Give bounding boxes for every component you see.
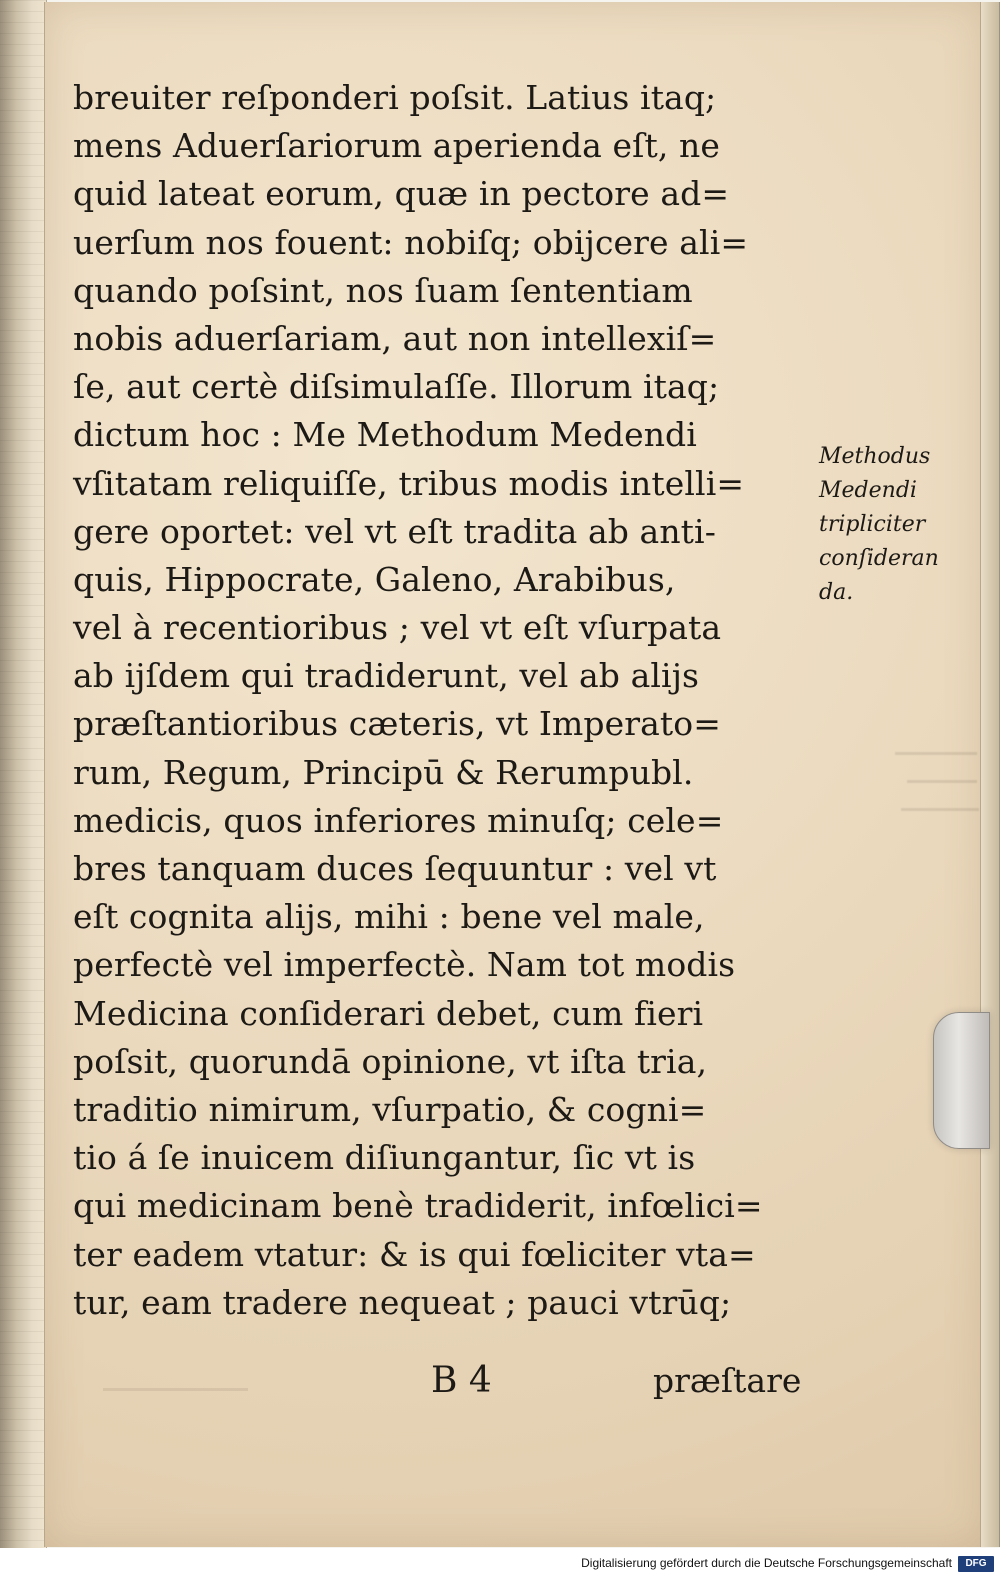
marginal-note xyxy=(819,440,959,610)
marginal-note-line: Medendi xyxy=(819,478,917,503)
text-line: quando poſsint, nos ſuam ſententiam xyxy=(73,270,693,310)
show-through-ink-lower xyxy=(103,1382,248,1400)
text-line: poſsit, quorundā opinione, vt iſta tria, xyxy=(73,1041,708,1081)
left-page-edge xyxy=(0,0,47,1548)
text-line: perfectè vel imperfectè. Nam tot modis xyxy=(73,945,736,985)
funding-credit: Digitalisierung gefördert durch die Deutsche Forschungsgemeinschaft xyxy=(581,1556,952,1570)
text-line: nobis aduerſariam, aut non intellexiſ= xyxy=(73,318,717,358)
marginal-note-line: Methodus xyxy=(819,444,931,469)
text-line: medicis, quos inferiores minuſq; cele= xyxy=(73,800,724,840)
text-line: tio á ſe inuicem diſiungantur, ſic vt is xyxy=(73,1138,696,1178)
signature-mark: B 4 xyxy=(431,1360,492,1401)
text-line: rum, Regum, Principū & Rerumpubl. xyxy=(73,752,694,792)
catchword: præſtare xyxy=(653,1361,802,1400)
text-line: dictum hoc : Me Methodum Medendi xyxy=(73,415,697,455)
marginal-note-line: da. xyxy=(819,580,854,605)
text-line: ter eadem vtatur: & is qui fœliciter vta= xyxy=(73,1234,756,1274)
dfg-logo: DFG xyxy=(958,1556,994,1572)
text-line: traditio nimirum, vſurpatio, & cogni= xyxy=(73,1089,707,1129)
text-line: bres tanquam duces ſequuntur : vel vt xyxy=(73,849,717,888)
show-through-ink xyxy=(895,742,1000,832)
text-line: gere oportet: vel vt eſt tradita ab anti- xyxy=(73,511,716,551)
text-line: Medicina conſiderari debet, cum fieri xyxy=(73,993,704,1033)
text-line: quis, Hippocrate, Galeno, Arabibus, xyxy=(73,559,676,599)
text-line: vſitatam reliquiſſe, tribus modis intelli= xyxy=(73,463,745,503)
text-line: tur, eam tradere nequeat ; pauci vtrūq; xyxy=(73,1282,732,1322)
book-page xyxy=(44,2,984,1547)
text-line: vel à recentioribus ; vel vt eſt vſurpata xyxy=(73,608,722,648)
text-line: præſtantioribus cæteris, vt Imperato= xyxy=(73,704,721,744)
text-line: quid lateat eorum, quæ in pectore ad= xyxy=(73,174,730,214)
text-line: uerſum nos fouent: nobiſq; obijcere ali= xyxy=(73,222,749,262)
text-line: mens Aduerſariorum aperienda eſt, ne xyxy=(73,126,721,166)
digitization-footer xyxy=(0,1548,1000,1578)
text-line: ab ijſdem qui tradiderunt, vel ab alijs xyxy=(73,656,700,696)
marginal-note-line: conſideran xyxy=(819,546,939,571)
text-line: ſe, aut certè diſsimulaſſe. Illorum itaq; xyxy=(73,367,720,407)
text-line: eſt cognita alijs, mihi : bene vel male, xyxy=(73,897,705,937)
marginal-note-line: tripliciter xyxy=(819,512,926,537)
text-line: breuiter reſponderi poſsit. Latius itaq; xyxy=(73,78,717,117)
page-clip xyxy=(933,1012,990,1149)
main-text-block xyxy=(73,74,803,1327)
text-line: qui medicinam benè tradiderit, infœlici= xyxy=(73,1186,763,1226)
